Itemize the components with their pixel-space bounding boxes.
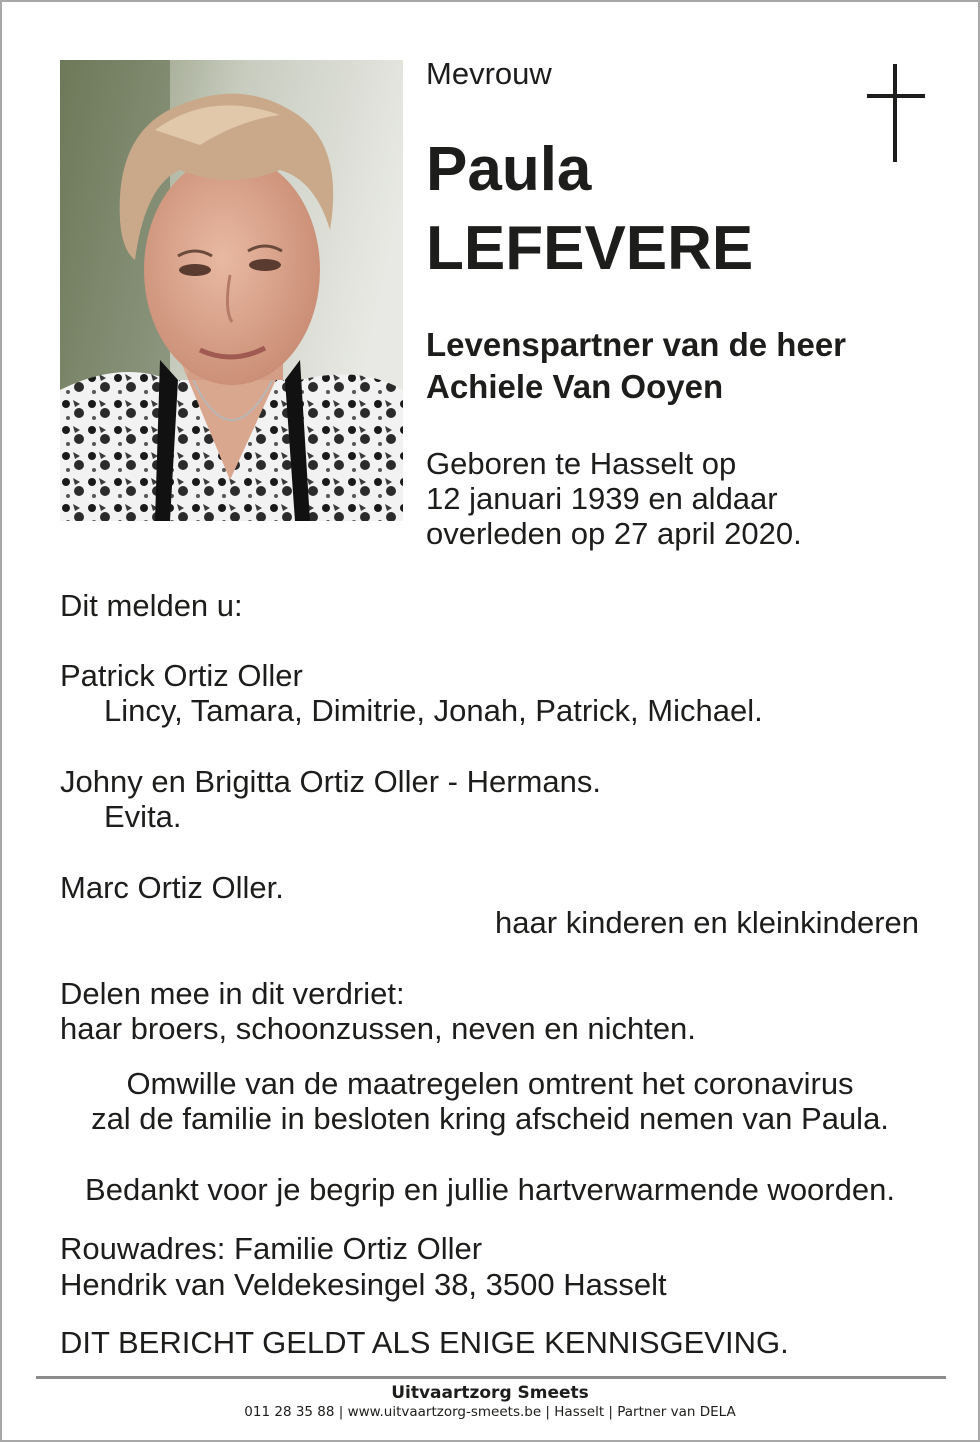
family-1-name: Patrick Ortiz Oller [60,658,303,693]
announcers-intro: Dit melden u: [60,588,243,623]
notice-line-2: zal de familie in besloten kring afscheid nemen van Paula. [91,1101,889,1136]
footer-divider [36,1376,946,1379]
sharing-intro: Delen mee in dit verdriet: [60,976,405,1011]
address-line-2: Hendrik van Veldekesingel 38, 3500 Hasselt [60,1267,667,1302]
notice-line-1: Omwille van de maatregelen omtrent het coronavirus [126,1066,854,1101]
partner-line-1: Levenspartner van de heer [426,326,847,363]
family-1-children: Lincy, Tamara, Dimitrie, Jonah, Patrick, Michael. [104,693,763,728]
thanks-line: Bedankt voor je begrip en jullie hartverwarmende woorden. [85,1172,895,1207]
portrait-photo [60,60,403,521]
family-2-name: Johny en Brigitta Ortiz Oller - Hermans. [60,764,601,799]
sharing-relatives: haar broers, schoonzussen, neven en nichten. [60,1011,696,1046]
closing-statement: DIT BERICHT GELDT ALS ENIGE KENNISGEVING. [60,1325,789,1360]
salutation: Mevrouw [426,56,552,91]
family-3-name: Marc Ortiz Oller. [60,870,284,905]
birth-line-2: 12 januari 1939 en aldaar [426,481,778,516]
cross-icon [867,64,925,162]
birth-line-1: Geboren te Hasselt op [426,446,737,481]
first-name: Paula [426,135,592,204]
partner-line-2: Achiele Van Ooyen [426,368,724,405]
footer-company: Uitvaartzorg Smeets [391,1383,589,1403]
family-2-children: Evita. [104,799,182,834]
last-name: LEFEVERE [426,214,754,283]
address-line-1: Rouwadres: Familie Ortiz Oller [60,1231,483,1266]
footer-contact-info: 011 28 35 88 | www.uitvaartzorg-smeets.be | Hasselt | Partner van DELA [244,1404,736,1420]
family-relation: haar kinderen en kleinkinderen [495,905,919,940]
death-line: overleden op 27 april 2020. [426,516,802,551]
